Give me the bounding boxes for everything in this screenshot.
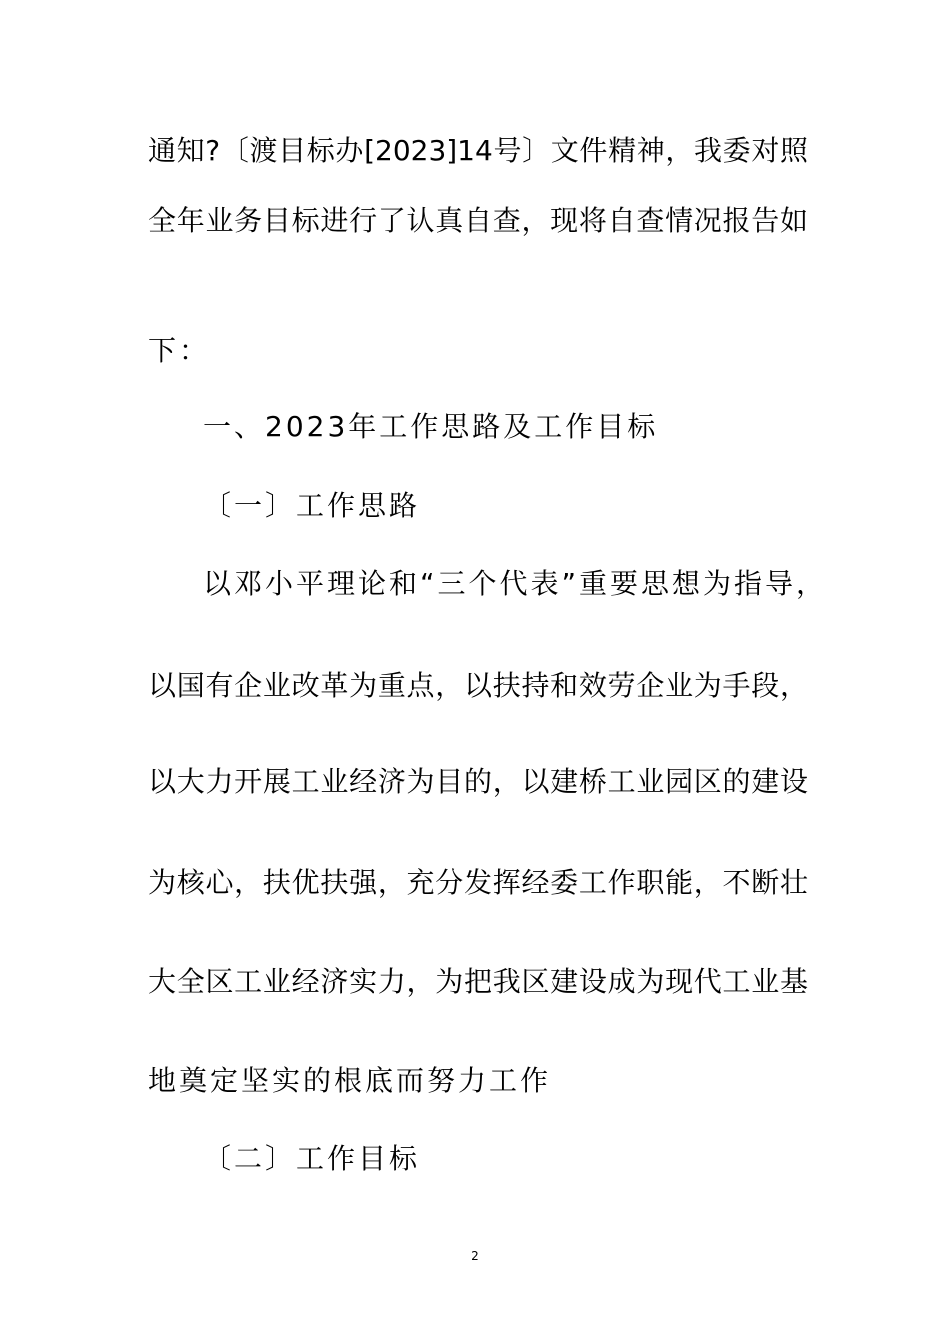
body-text-line: 为核心，扶优扶强，充分发挥经委工作职能，不断壮 [148, 866, 808, 899]
body-text-line: 以国有企业改革为重点，以扶持和效劳企业为手段， [148, 669, 808, 702]
subsection-heading: 〔二〕工作目标 [203, 1142, 421, 1175]
body-text-line: 下： [148, 334, 211, 367]
paragraph-first-line: 以邓小平理论和“三个代表”重要思想为指导， [203, 567, 828, 600]
section-heading: 一、2023年工作思路及工作目标 [203, 410, 659, 443]
page-number: 2 [471, 1249, 479, 1263]
body-text-line: 通知?〔渡目标办[2023]14号〕文件精神，我委对照 [148, 134, 808, 167]
body-text-line: 全年业务目标进行了认真自查，现将自查情况报告如 [148, 204, 808, 237]
subsection-heading: 〔一〕工作思路 [203, 489, 421, 522]
body-text-line: 大全区工业经济实力，为把我区建设成为现代工业基 [148, 965, 808, 998]
body-text-line: 以大力开展工业经济为目的，以建桥工业园区的建设 [148, 765, 808, 798]
body-text-line: 地奠定坚实的根底而努力工作 [148, 1064, 552, 1097]
